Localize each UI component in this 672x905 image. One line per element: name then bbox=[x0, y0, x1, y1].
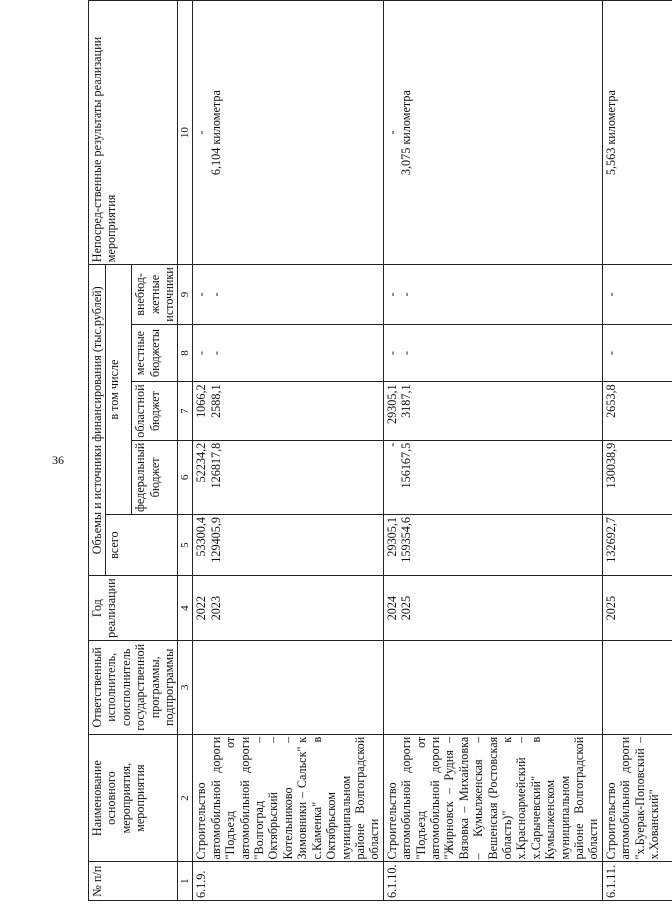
value: - bbox=[208, 351, 223, 356]
row-regional bbox=[193, 382, 383, 440]
table-row bbox=[602, 1, 672, 901]
row-years bbox=[602, 576, 672, 641]
row-total bbox=[383, 515, 602, 576]
row-regional bbox=[383, 382, 602, 440]
value: - bbox=[194, 130, 209, 135]
row-federal bbox=[602, 440, 672, 514]
value: 5,563 километра bbox=[603, 90, 618, 176]
row-number: 6.1.10. bbox=[383, 862, 602, 901]
column-number: 2 bbox=[178, 734, 193, 862]
header-row-1 bbox=[89, 1, 106, 901]
row-total bbox=[602, 515, 672, 576]
column-number: 9 bbox=[178, 265, 193, 325]
row-extrabudget bbox=[602, 265, 672, 325]
column-number: 6 bbox=[178, 440, 193, 514]
header-local: местные бюджеты bbox=[132, 324, 178, 382]
row-extrabudget bbox=[383, 265, 602, 325]
year: 2025 bbox=[603, 595, 618, 621]
row-extrabudget bbox=[193, 265, 383, 325]
row-results bbox=[193, 1, 383, 265]
header-year: Год реализации bbox=[89, 576, 178, 641]
row-name: Строительство автомобильной дороги "Подъезд от автомобильной дороги "Жирновск – Рудня – Вязовка – Михайловка – Кумылженская – Вешенская (Ростовская область)" к х.Красноармейский – х.Сарычевский" в Кумылженском муниципальном районе Волгоградской области bbox=[383, 734, 602, 862]
table-row bbox=[193, 1, 383, 901]
column-number: 1 bbox=[178, 862, 193, 901]
header-total: всего bbox=[106, 515, 178, 576]
column-number: 8 bbox=[178, 324, 193, 382]
value: 2588,1 bbox=[208, 384, 223, 418]
row-name: Строительство автомобильной дороги "Подъезд от автомобильной дороги "Волгоград – Октябрьский – Котельниково – Зимовники – Сальск" к с.Каменка" в Октябрьском муниципальном районе Волгоградской области bbox=[193, 734, 383, 862]
year: 2022 bbox=[194, 595, 209, 621]
value: 6,104 километра bbox=[208, 90, 223, 176]
header-federal: федеральный бюджет bbox=[132, 440, 178, 514]
value: 3,075 километра bbox=[399, 90, 414, 176]
value: 29305,1 bbox=[384, 384, 399, 424]
value: 132692,7 bbox=[603, 517, 618, 563]
header-regional: областной бюджет bbox=[132, 382, 178, 440]
value: - bbox=[194, 351, 209, 356]
row-total bbox=[193, 515, 383, 576]
value: 53300,4 bbox=[194, 517, 209, 557]
column-number: 4 bbox=[178, 576, 193, 641]
row-federal bbox=[193, 440, 383, 514]
value: - bbox=[603, 292, 618, 297]
value: - bbox=[399, 292, 414, 297]
value: 1066,2 bbox=[194, 384, 209, 418]
value: - bbox=[399, 351, 414, 356]
row-local bbox=[602, 324, 672, 382]
row-number: 6.1.9. bbox=[193, 862, 383, 901]
row-local bbox=[383, 324, 602, 382]
header-volumes: Объемы и источники финансирования (тыс.рублей) bbox=[89, 265, 106, 576]
header-name: Наименование основного мероприятия, мероприятия bbox=[89, 734, 178, 862]
column-number-row bbox=[178, 1, 193, 901]
year: 2024 bbox=[384, 595, 399, 621]
page-number: 36 bbox=[52, 453, 64, 467]
column-number: 5 bbox=[178, 515, 193, 576]
column-number: 10 bbox=[178, 1, 193, 265]
year: 2023 bbox=[208, 595, 223, 621]
rotated-page-content bbox=[88, 0, 662, 905]
value: 156167,5 bbox=[399, 442, 414, 489]
column-number: 7 bbox=[178, 382, 193, 440]
header-results: Непосред-ственные результаты реализации мероприятия bbox=[89, 1, 178, 265]
value: - bbox=[208, 292, 223, 297]
value: 29305,1 bbox=[384, 517, 399, 557]
table-row bbox=[383, 1, 602, 901]
row-results bbox=[383, 1, 602, 265]
header-including: в том числе bbox=[106, 265, 132, 515]
value: - bbox=[603, 351, 618, 356]
row-executor bbox=[193, 640, 383, 734]
row-years bbox=[383, 576, 602, 641]
year: 2025 bbox=[399, 595, 414, 621]
row-number: 6.1.11. bbox=[602, 862, 672, 901]
header-no: № п/п bbox=[89, 862, 178, 901]
row-results bbox=[602, 1, 672, 265]
value: - bbox=[384, 292, 399, 297]
row-executor bbox=[602, 640, 672, 734]
value: 52234,2 bbox=[194, 442, 209, 483]
row-regional bbox=[602, 382, 672, 440]
value: 126817,8 bbox=[208, 442, 223, 489]
value: - bbox=[384, 442, 399, 447]
value: 2653,8 bbox=[603, 384, 618, 418]
row-local bbox=[193, 324, 383, 382]
value: - bbox=[194, 292, 209, 297]
value: 129405,9 bbox=[208, 517, 223, 563]
value: 3187,1 bbox=[399, 384, 414, 418]
financing-table bbox=[88, 0, 672, 901]
row-years bbox=[193, 576, 383, 641]
row-federal bbox=[383, 440, 602, 514]
row-executor bbox=[383, 640, 602, 734]
value: - bbox=[384, 130, 399, 135]
column-number: 3 bbox=[178, 640, 193, 734]
header-extrabudget: внебюд-жетные источники bbox=[132, 265, 178, 325]
value: 159354,6 bbox=[399, 517, 414, 563]
header-executor: Ответственный исполнитель, соисполнитель государственной программы, подпрограммы bbox=[89, 640, 178, 734]
value: - bbox=[384, 351, 399, 356]
row-name: Строительство автомобильной дороги "х.Буерак-Поповский – х.Хованский" bbox=[602, 734, 672, 862]
value: 130038,9 bbox=[603, 442, 618, 489]
